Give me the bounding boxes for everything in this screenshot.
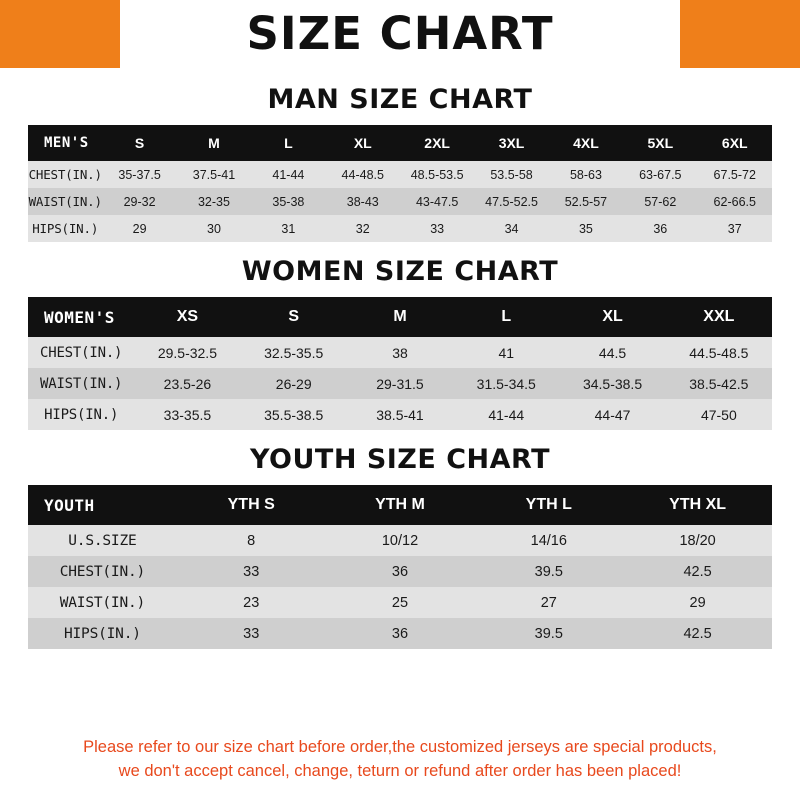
men-waist-s: 29-32 [102, 188, 176, 215]
women-row-hips-label: HIPS(IN.) [28, 399, 134, 430]
men-col-xl: XL [326, 125, 400, 161]
men-hips-s: 29 [102, 215, 176, 242]
youth-waist-xl: 29 [623, 587, 772, 618]
men-row-waist-label: WAIST(IN.) [28, 188, 102, 215]
youth-section [0, 444, 800, 649]
men-col-5xl: 5XL [623, 125, 697, 161]
women-waist-m: 29-31.5 [347, 368, 453, 399]
men-hips-m: 30 [177, 215, 251, 242]
men-header-label: MEN'S [28, 125, 102, 161]
table-row [28, 215, 772, 242]
men-chest-5xl: 63-67.5 [623, 161, 697, 188]
women-waist-l: 31.5-34.5 [453, 368, 559, 399]
youth-ussize-xl: 18/20 [623, 525, 772, 556]
youth-col-s: YTH S [177, 485, 326, 525]
footer-note [0, 726, 800, 800]
women-hips-xl: 44-47 [559, 399, 665, 430]
youth-col-xl: YTH XL [623, 485, 772, 525]
men-section-title: MAN SIZE CHART [267, 84, 533, 115]
men-waist-6xl: 62-66.5 [698, 188, 772, 215]
men-waist-5xl: 57-62 [623, 188, 697, 215]
table-row [28, 525, 772, 556]
youth-header-label: YOUTH [28, 485, 177, 525]
youth-hips-s: 33 [177, 618, 326, 649]
men-col-6xl: 6XL [698, 125, 772, 161]
youth-section-title: YOUTH SIZE CHART [249, 444, 551, 475]
footer-note-line-1: Please refer to our size chart before order,the customized jerseys are special products, [83, 738, 717, 757]
women-col-m: M [347, 297, 453, 337]
men-table-header [28, 125, 772, 161]
men-chest-2xl: 48.5-53.5 [400, 161, 474, 188]
men-chest-l: 41-44 [251, 161, 325, 188]
women-chest-xl: 44.5 [559, 337, 665, 368]
youth-ussize-l: 14/16 [474, 525, 623, 556]
youth-chest-l: 39.5 [474, 556, 623, 587]
women-chest-l: 41 [453, 337, 559, 368]
men-chest-m: 37.5-41 [177, 161, 251, 188]
table-row [28, 587, 772, 618]
men-section [0, 84, 800, 242]
women-col-xs: XS [134, 297, 240, 337]
men-table-body [28, 161, 772, 242]
table-row [28, 399, 772, 430]
youth-hips-l: 39.5 [474, 618, 623, 649]
women-row-chest-label: CHEST(IN.) [28, 337, 134, 368]
men-waist-4xl: 52.5-57 [549, 188, 623, 215]
men-hips-2xl: 33 [400, 215, 474, 242]
table-header-row [28, 297, 772, 337]
women-col-s: S [241, 297, 347, 337]
youth-col-m: YTH M [326, 485, 475, 525]
women-hips-l: 41-44 [453, 399, 559, 430]
women-waist-xs: 23.5-26 [134, 368, 240, 399]
men-col-2xl: 2XL [400, 125, 474, 161]
footer-note-line-2: we don't accept cancel, change, teturn or refund after order has been placed! [118, 762, 682, 781]
men-col-m: M [177, 125, 251, 161]
youth-waist-m: 25 [326, 587, 475, 618]
men-col-4xl: 4XL [549, 125, 623, 161]
table-row [28, 368, 772, 399]
table-header-row [28, 485, 772, 525]
youth-waist-s: 23 [177, 587, 326, 618]
youth-row-waist-label: WAIST(IN.) [28, 587, 177, 618]
men-col-3xl: 3XL [474, 125, 548, 161]
youth-table-body [28, 525, 772, 649]
youth-hips-xl: 42.5 [623, 618, 772, 649]
youth-row-chest-label: CHEST(IN.) [28, 556, 177, 587]
men-chest-3xl: 53.5-58 [474, 161, 548, 188]
women-section [0, 256, 800, 430]
men-hips-6xl: 37 [698, 215, 772, 242]
women-header-label: WOMEN'S [28, 297, 134, 337]
youth-chest-xl: 42.5 [623, 556, 772, 587]
men-waist-xl: 38-43 [326, 188, 400, 215]
women-col-l: L [453, 297, 559, 337]
women-row-waist-label: WAIST(IN.) [28, 368, 134, 399]
table-header-row [28, 125, 772, 161]
women-hips-m: 38.5-41 [347, 399, 453, 430]
men-hips-xl: 32 [326, 215, 400, 242]
women-size-table [28, 297, 772, 430]
table-row [28, 188, 772, 215]
women-col-xl: XL [559, 297, 665, 337]
men-col-s: S [102, 125, 176, 161]
men-waist-2xl: 43-47.5 [400, 188, 474, 215]
youth-size-table [28, 485, 772, 649]
table-row [28, 618, 772, 649]
women-chest-xxl: 44.5-48.5 [666, 337, 772, 368]
men-size-table [28, 125, 772, 242]
men-chest-s: 35-37.5 [102, 161, 176, 188]
youth-hips-m: 36 [326, 618, 475, 649]
men-hips-l: 31 [251, 215, 325, 242]
women-hips-s: 35.5-38.5 [241, 399, 347, 430]
men-hips-3xl: 34 [474, 215, 548, 242]
women-hips-xxl: 47-50 [666, 399, 772, 430]
youth-waist-l: 27 [474, 587, 623, 618]
women-hips-xs: 33-35.5 [134, 399, 240, 430]
table-row [28, 337, 772, 368]
men-row-hips-label: HIPS(IN.) [28, 215, 102, 242]
men-waist-3xl: 47.5-52.5 [474, 188, 548, 215]
men-col-l: L [251, 125, 325, 161]
youth-row-hips-label: HIPS(IN.) [28, 618, 177, 649]
women-section-title: WOMEN SIZE CHART [241, 256, 559, 287]
men-row-chest-label: CHEST(IN.) [28, 161, 102, 188]
women-waist-xxl: 38.5-42.5 [666, 368, 772, 399]
youth-ussize-m: 10/12 [326, 525, 475, 556]
women-col-xxl: XXL [666, 297, 772, 337]
table-row [28, 556, 772, 587]
men-waist-l: 35-38 [251, 188, 325, 215]
women-table-header [28, 297, 772, 337]
men-waist-m: 32-35 [177, 188, 251, 215]
men-chest-6xl: 67.5-72 [698, 161, 772, 188]
youth-row-ussize-label: U.S.SIZE [28, 525, 177, 556]
youth-col-l: YTH L [474, 485, 623, 525]
page-title: SIZE CHART [246, 7, 554, 60]
men-chest-4xl: 58-63 [549, 161, 623, 188]
women-waist-xl: 34.5-38.5 [559, 368, 665, 399]
women-chest-xs: 29.5-32.5 [134, 337, 240, 368]
youth-chest-m: 36 [326, 556, 475, 587]
men-chest-xl: 44-48.5 [326, 161, 400, 188]
header-banner [0, 0, 800, 68]
youth-ussize-s: 8 [177, 525, 326, 556]
table-row [28, 161, 772, 188]
youth-chest-s: 33 [177, 556, 326, 587]
men-hips-4xl: 35 [549, 215, 623, 242]
women-waist-s: 26-29 [241, 368, 347, 399]
banner-accent-left [0, 0, 120, 68]
women-chest-s: 32.5-35.5 [241, 337, 347, 368]
women-table-body [28, 337, 772, 430]
men-hips-5xl: 36 [623, 215, 697, 242]
youth-table-header [28, 485, 772, 525]
banner-accent-right [680, 0, 800, 68]
women-chest-m: 38 [347, 337, 453, 368]
